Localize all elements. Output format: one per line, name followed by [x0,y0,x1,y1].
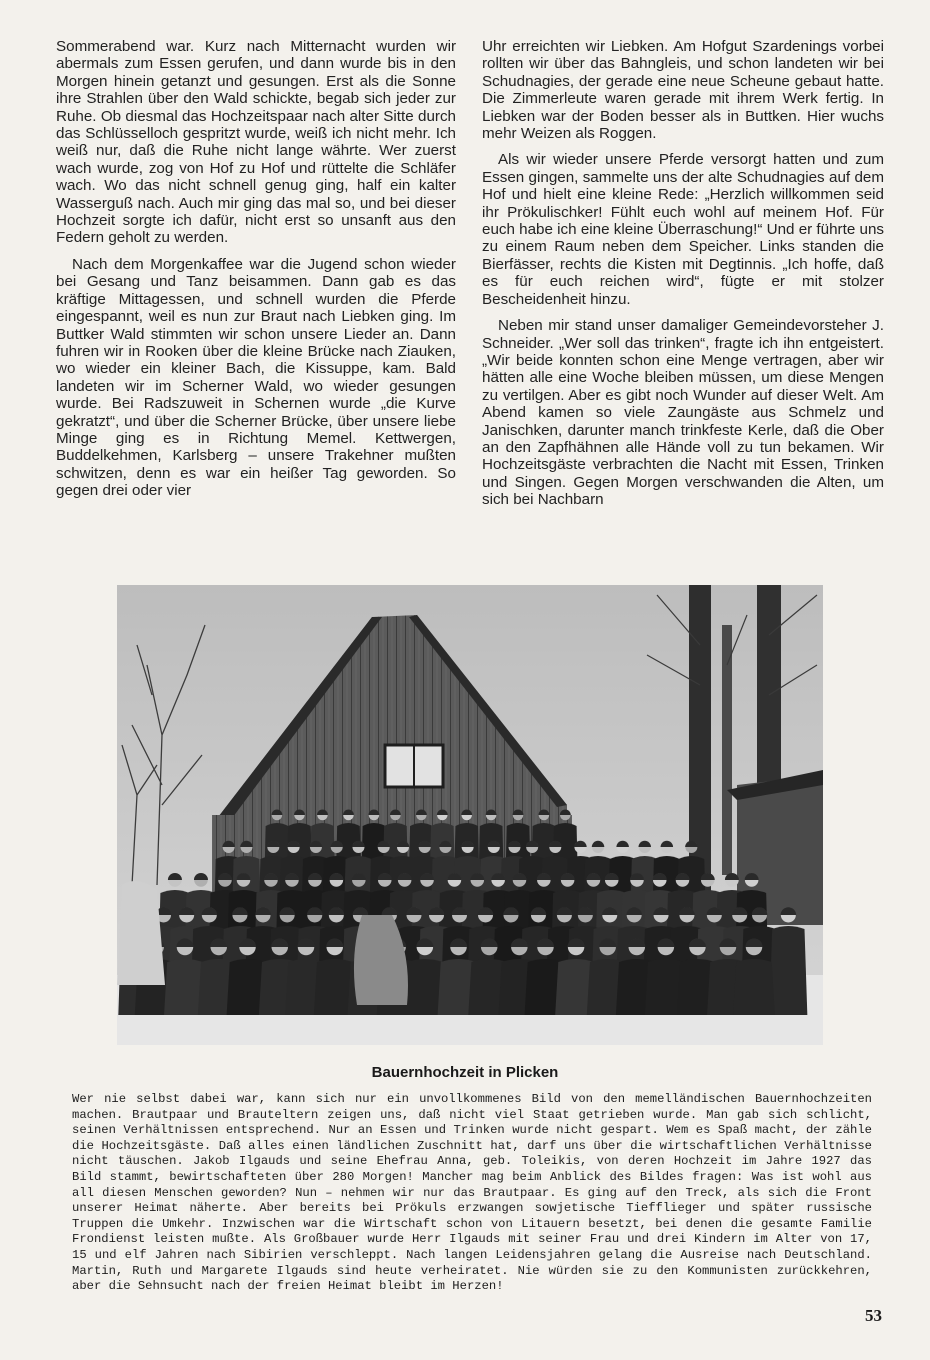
article-paragraph: Nach dem Morgenkaffee war die Jugend schon wieder bei Gesang und Tanz beisammen. Dann gab es das kräftige Mittagessen, und schnell wurden die Pferde eingespannt, weil es nun zur Braut nach Liebken ging. Im Buttker Wald stimmten wir schon unsere Lieder an. Dann fuhren wir in Rooken über die kleine Brücke nach Ziauken, wo wieder ein kleiner Bach, die Kissuppe, kam. Bald landeten wir im Scherner Wald, wo wieder gesungen wurde. Bei Radszuweit in Schernen wurde „die Kurve gekratzt“, und über die Scherner Brücke, über unsere liebe Minge ging es in Richtung Memel. Kettwergen, Buddelkehmen, Karlsberg – unsere Trakehner mußten schwitzen, denn es war ein heißer Tag geworden. So gegen drei oder vier [56,255,456,500]
article-paragraph: Neben mir stand unser damaliger Gemeindevorsteher J. Schneider. „Wer soll das trinken“, fragte ich ihn entgeistert. „Wir beide konnten schon eine Menge vertragen, aber wir hätten alle eine Woche bleiben müssen, um diese Mengen zu vertilgen. Aber es gibt noch Wunder auf dieser Welt. Am Abend kamen so viele Zaungäste aus Schmelz und Janischken, darunter manch trinkfeste Kerle, daß die Ober an den Zapfhähnen alle Hände voll zu tun bekamen. Wir Hochzeitsgäste verbrachten die Nacht mit Essen, Trinken und Singen. Gegen Morgen verschwanden die Alten, um sich bei Nachbarn [482,317,884,509]
wedding-group-photo [117,585,823,1045]
photo-caption-text: Wer nie selbst dabei war, kann sich nur ein unvollkommenes Bild von den memelländischen Bauernhochzeiten machen. Brautpaar und Brauteltern zeigen uns, daß nicht viel Staat getrieben wurde. Man gab sich schlicht, seinen Verhältnissen entsprechend. Nur an Essen und Trinken wurde nicht gespart. Wem es Spaß macht, der zähle die Hochzeitsgäste. Daß alles einen ländlichen Zuschnitt hat, darf uns über die wirtschaftlichen Verhältnisse nicht täuschen. Jakob Ilgauds und seine Ehefrau Anna, geb. Toleikis, von deren Hochzeit im Jahre 1927 das Bild stammt, bewirtschafteten über 280 Morgen! Mancher mag beim Anblick des Bildes fragen: Was ist wohl aus all diesen Menschen geworden? Nun – nehmen wir nur das Brautpaar. Es ging auf den Treck, als sich die Front unserer Heimat näherte. Aber bereits bei Prökuls erzwangen sowjetische Tiefflieger und später russische Truppen die Umkehr. Inzwischen war die Wirtschaft schon von Litauern besetzt, bei denen die gesamte Familie Frondienst leisten mußte. Als Großbauer wurde Herr Ilgauds mit seiner Frau und drei Kindern im Alter von 17, 15 und elf Jahren nach Sibirien verschleppt. Nach langen Leidensjahren gelang die Ausreise nach Deutschland. Martin, Ruth und Margarete Ilgauds sind heute verheiratet. Nie würden sie zu den Kommunisten zurückkehren, aber die Sehnsucht nach der freien Heimat bleibt im Herzen! [72,1092,872,1294]
article-paragraph: Sommerabend war. Kurz nach Mitternacht wurden wir abermals zum Essen gerufen, und dann wurde bis in den Morgen hinein getanzt und gesungen. Erst als die Sonne ihre Strahlen über den Wald schickte, begab sich jeder zur Ruhe. Ob diesmal das Hochzeitspaar nach alter Sitte durch das Schlüsselloch gespritzt wurde, weiß ich nicht mehr. Ich weiß nur, daß die Ruhe nicht lange währte. Wer zuerst wach wurde, zog von Hof zu Hof und rüttelte die Schläfer wach. Wo das nicht schnell genug ging, half ein kalter Wasserguß nach. Auch mir ging das mal so, und bei dieser Hochzeit sorgte ich dafür, nicht erst so unsanft aus den Federn geholt zu werden. [56,38,456,247]
page-number: 53 [865,1306,882,1325]
article-right-column [482,38,884,518]
photo-caption-title: Bauernhochzeit in Plicken [371,1064,559,1081]
article-left-column [56,38,456,509]
article-paragraph: Uhr erreichten wir Liebken. Am Hofgut Szardenings vorbei rollten wir über das Bahngleis, und schon landeten wir bei Schudnagies, der gerade eine neue Scheune gebaut hatte. Die Zimmerleute waren gerade mit ihrem Werk fertig. In Liebken war der Boden besser als in Buttken. Hier wuchs mehr Weizen als Roggen. [482,38,884,143]
article-paragraph: Als wir wieder unsere Pferde versorgt hatten und zum Essen gingen, sammelte uns der alte Schudnagies auf dem Hof und hielt eine kleine Rede: „Herzlich willkommen seid ihr Prökulischker! Fühlt euch wohl auf meinem Hof. Für euch habe ich eine kleine Überraschung!“ Und er führte uns zu einem Raum neben dem Speicher. Links standen die Bierfässer, rechts die Kisten mit Degtinnis. „Ich hoffe, daß es für euch reichen wird“, fügte er mit stolzer Bescheidenheit hinzu. [482,151,884,308]
